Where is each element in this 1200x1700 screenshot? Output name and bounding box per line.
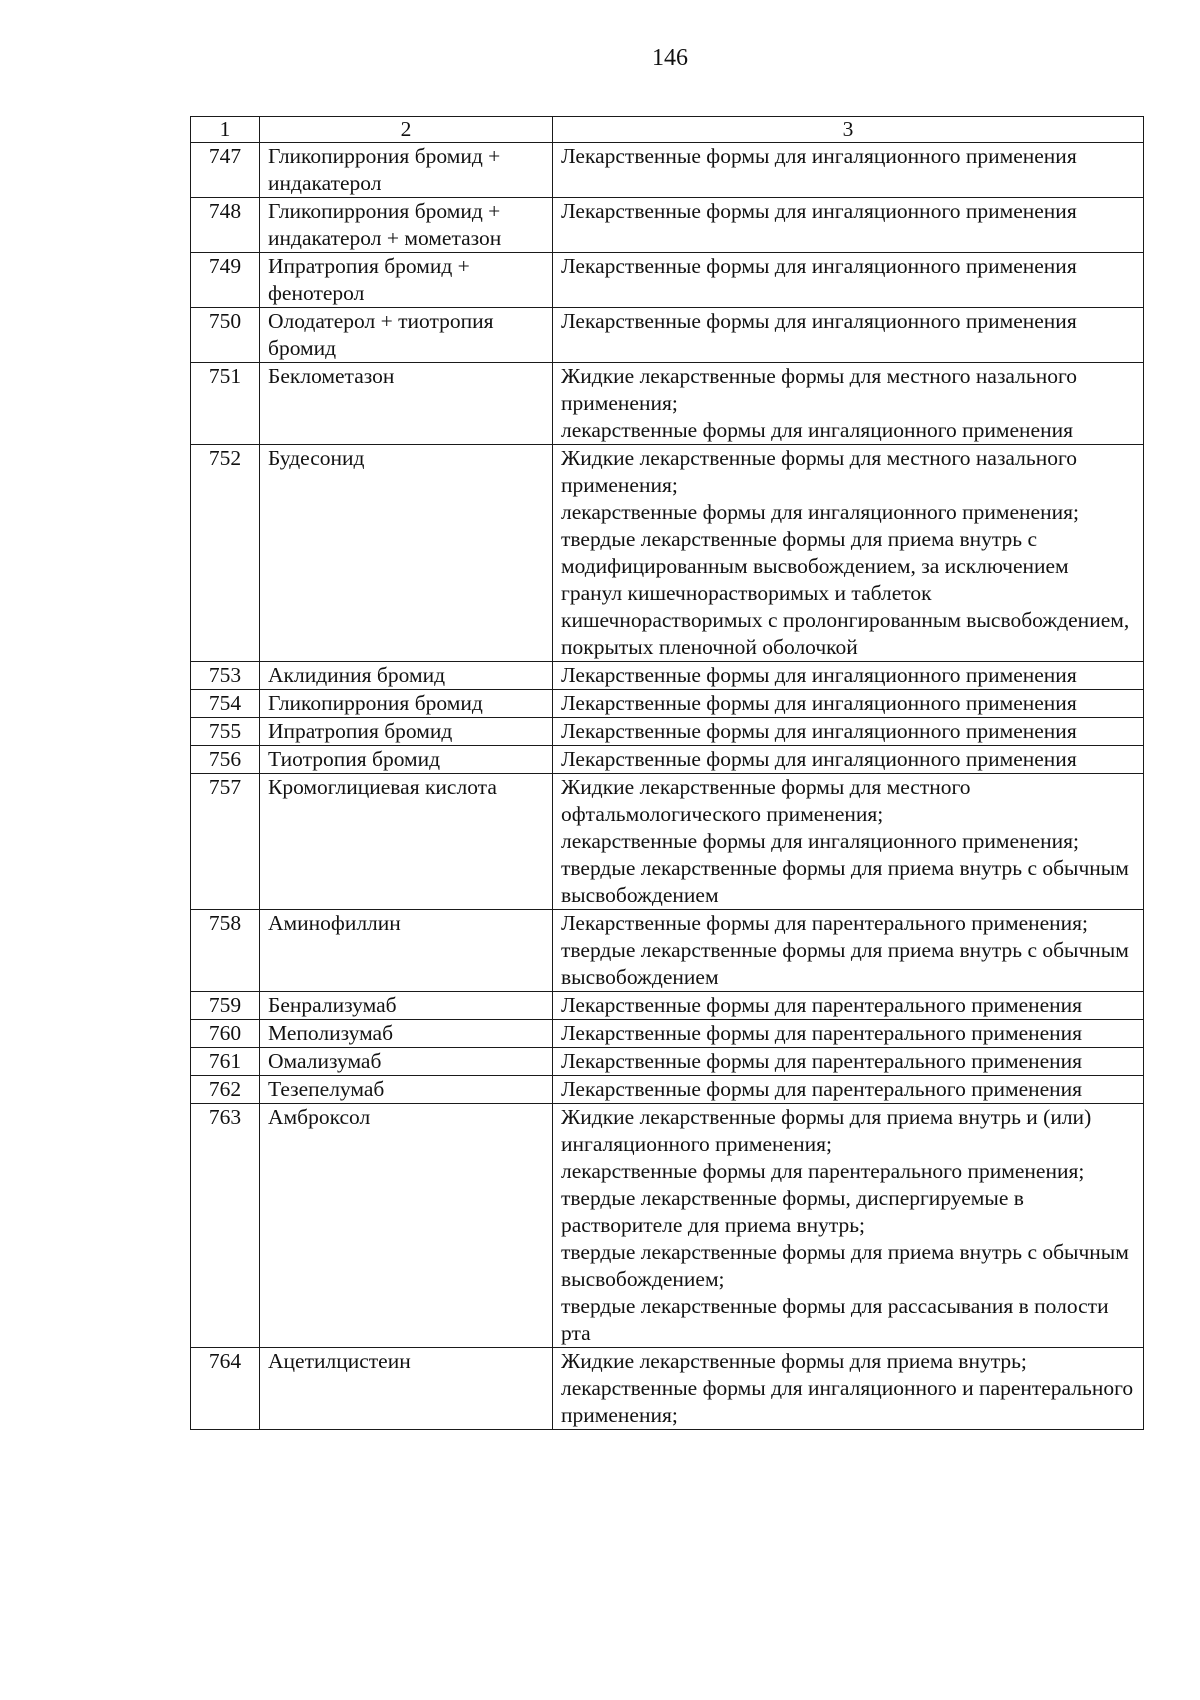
table-row — [191, 662, 1144, 690]
dosage-form-line: лекарственные формы для парентерального применения; — [561, 1159, 1085, 1183]
dosage-form-line: твердые лекарственные формы для приема внутрь с модифицированным высвобождением, за исключением гранул кишечнорастворимых и таблеток кишечнорастворимых с пролонгированным высвобождением, покрытых пленочной оболочкой — [561, 527, 1130, 659]
drug-name-cell: Будесонид — [260, 445, 553, 662]
drug-name-cell: Бенрализумаб — [260, 992, 553, 1020]
table-row — [191, 746, 1144, 774]
table-row — [191, 1020, 1144, 1048]
dosage-form-line: лекарственные формы для ингаляционного применения; — [561, 500, 1079, 524]
drug-name-cell: Ацетилцистеин — [260, 1348, 553, 1430]
dosage-form-line: Лекарственные формы для ингаляционного применения — [561, 309, 1077, 333]
drug-name-cell: Беклометазон — [260, 363, 553, 445]
row-number-cell: 754 — [191, 690, 260, 718]
table-body — [191, 143, 1144, 1430]
dosage-form-line: Лекарственные формы для ингаляционного применения — [561, 691, 1077, 715]
row-number-cell: 747 — [191, 143, 260, 198]
dosage-forms-cell — [553, 1104, 1144, 1348]
dosage-form-line: Лекарственные формы для парентерального применения; — [561, 911, 1089, 935]
dosage-form-line: Жидкие лекарственные формы для местного назального применения; — [561, 446, 1077, 497]
dosage-forms-cell — [553, 718, 1144, 746]
table-row — [191, 253, 1144, 308]
dosage-forms-cell — [553, 662, 1144, 690]
dosage-form-line: Лекарственные формы для парентерального применения — [561, 1077, 1083, 1101]
row-number-cell: 749 — [191, 253, 260, 308]
table-row — [191, 308, 1144, 363]
row-number-cell: 761 — [191, 1048, 260, 1076]
drug-name-cell: Аминофиллин — [260, 910, 553, 992]
table-row — [191, 992, 1144, 1020]
drug-table — [190, 116, 1144, 1430]
dosage-forms-cell — [553, 1048, 1144, 1076]
dosage-form-line: лекарственные формы для ингаляционного применения; — [561, 829, 1079, 853]
drug-name-cell: Амброксол — [260, 1104, 553, 1348]
dosage-form-line: Лекарственные формы для ингаляционного применения — [561, 254, 1077, 278]
dosage-form-line: лекарственные формы для ингаляционного и парентерального применения; — [561, 1376, 1134, 1427]
row-number-cell: 763 — [191, 1104, 260, 1348]
dosage-form-line: Лекарственные формы для ингаляционного применения — [561, 719, 1077, 743]
drug-name-cell: Тиотропия бромид — [260, 746, 553, 774]
row-number-cell: 752 — [191, 445, 260, 662]
row-number-cell: 756 — [191, 746, 260, 774]
dosage-form-line: Лекарственные формы для ингаляционного применения — [561, 747, 1077, 771]
row-number-cell: 757 — [191, 774, 260, 910]
dosage-form-line: Лекарственные формы для ингаляционного применения — [561, 663, 1077, 687]
header-cell-3: 3 — [553, 117, 1144, 143]
dosage-forms-cell — [553, 1348, 1144, 1430]
row-number-cell: 764 — [191, 1348, 260, 1430]
dosage-form-line: Жидкие лекарственные формы для местного назального применения; — [561, 364, 1077, 415]
row-number-cell: 758 — [191, 910, 260, 992]
table-row — [191, 718, 1144, 746]
table-row — [191, 774, 1144, 910]
drug-name-cell: Меполизумаб — [260, 1020, 553, 1048]
dosage-form-line: лекарственные формы для ингаляционного применения — [561, 418, 1074, 442]
dosage-forms-cell — [553, 363, 1144, 445]
header-cell-2: 2 — [260, 117, 553, 143]
dosage-form-line: твердые лекарственные формы для приема внутрь с обычным высвобождением; — [561, 1240, 1129, 1291]
table-row — [191, 363, 1144, 445]
table-row — [191, 445, 1144, 662]
row-number-cell: 751 — [191, 363, 260, 445]
dosage-form-line: Лекарственные формы для ингаляционного применения — [561, 199, 1077, 223]
drug-name-cell: Ипратропия бромид + фенотерол — [260, 253, 553, 308]
header-cell-1: 1 — [191, 117, 260, 143]
dosage-form-line: твердые лекарственные формы, диспергируемые в растворителе для приема внутрь; — [561, 1186, 1024, 1237]
table-row — [191, 198, 1144, 253]
page-number: 146 — [652, 45, 688, 71]
dosage-form-line: Лекарственные формы для парентерального применения — [561, 1049, 1083, 1073]
dosage-form-line: Жидкие лекарственные формы для местного офтальмологического применения; — [561, 775, 971, 826]
dosage-form-line: твердые лекарственные формы для приема внутрь с обычным высвобождением — [561, 938, 1129, 989]
drug-name-cell: Аклидиния бромид — [260, 662, 553, 690]
table-header-row — [191, 117, 1144, 143]
drug-name-cell: Ипратропия бромид — [260, 718, 553, 746]
dosage-forms-cell — [553, 308, 1144, 363]
dosage-form-line: Жидкие лекарственные формы для приема внутрь и (или) ингаляционного применения; — [561, 1105, 1092, 1156]
drug-name-cell: Гликопиррония бромид + индакатерол — [260, 143, 553, 198]
dosage-forms-cell — [553, 143, 1144, 198]
dosage-form-line: Жидкие лекарственные формы для приема внутрь; — [561, 1349, 1027, 1373]
table-row — [191, 1348, 1144, 1430]
row-number-cell: 755 — [191, 718, 260, 746]
dosage-forms-cell — [553, 253, 1144, 308]
row-number-cell: 748 — [191, 198, 260, 253]
dosage-form-line: твердые лекарственные формы для приема внутрь с обычным высвобождением — [561, 856, 1129, 907]
dosage-form-line: Лекарственные формы для ингаляционного применения — [561, 144, 1077, 168]
dosage-forms-cell — [553, 198, 1144, 253]
drug-name-cell: Тезепелумаб — [260, 1076, 553, 1104]
row-number-cell: 760 — [191, 1020, 260, 1048]
drug-name-cell: Кромоглициевая кислота — [260, 774, 553, 910]
table-row — [191, 910, 1144, 992]
row-number-cell: 762 — [191, 1076, 260, 1104]
drug-name-cell: Омализумаб — [260, 1048, 553, 1076]
dosage-forms-cell — [553, 774, 1144, 910]
row-number-cell: 750 — [191, 308, 260, 363]
table-row — [191, 143, 1144, 198]
dosage-forms-cell — [553, 690, 1144, 718]
drug-name-cell: Гликопиррония бромид + индакатерол + мометазон — [260, 198, 553, 253]
dosage-forms-cell — [553, 746, 1144, 774]
row-number-cell: 759 — [191, 992, 260, 1020]
dosage-forms-cell — [553, 910, 1144, 992]
table-row — [191, 1048, 1144, 1076]
dosage-form-line: Лекарственные формы для парентерального применения — [561, 993, 1083, 1017]
dosage-forms-cell — [553, 445, 1144, 662]
dosage-forms-cell — [553, 992, 1144, 1020]
drug-name-cell: Гликопиррония бромид — [260, 690, 553, 718]
dosage-form-line: твердые лекарственные формы для рассасывания в полости рта — [561, 1294, 1109, 1345]
dosage-forms-cell — [553, 1076, 1144, 1104]
dosage-form-line: Лекарственные формы для парентерального применения — [561, 1021, 1083, 1045]
table-row — [191, 690, 1144, 718]
table-row — [191, 1104, 1144, 1348]
drug-name-cell: Олодатерол + тиотропия бромид — [260, 308, 553, 363]
table-row — [191, 1076, 1144, 1104]
row-number-cell: 753 — [191, 662, 260, 690]
dosage-forms-cell — [553, 1020, 1144, 1048]
